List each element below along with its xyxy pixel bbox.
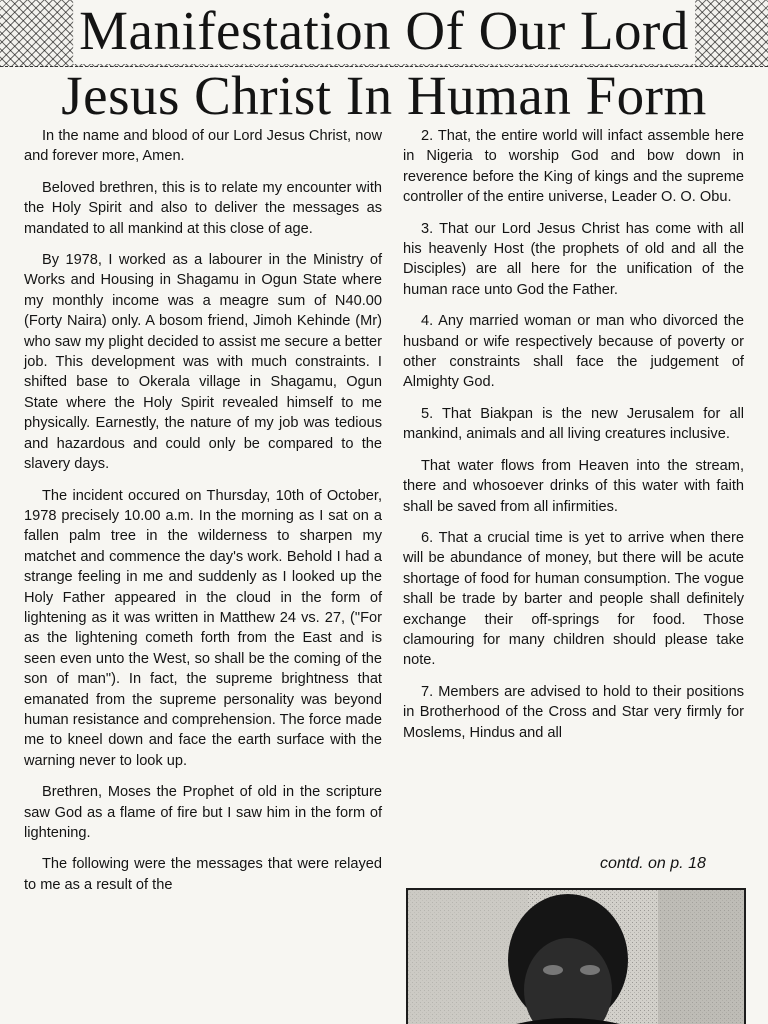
continuation-note: contd. on p. 18 xyxy=(600,855,706,872)
portrait-photo xyxy=(406,888,746,1024)
paragraph: In the name and blood of our Lord Jesus Christ, now and forever more, Amen. xyxy=(24,128,382,165)
paragraph: 5. That Biakpan is the new Jerusalem for all mankind, animals and all living creatures inclusive. xyxy=(403,405,744,443)
paragraph: 3. That our Lord Jesus Christ has come with all his heavenly Host (the prophets of old and all the Disciples) are all here for the unification of the human race unto God the Father. xyxy=(403,220,744,298)
paragraph: That water flows from Heaven into the stream, there and whosoever drinks of this water with faith shall be saved from all infirmities. xyxy=(403,457,744,515)
portrait-image xyxy=(408,890,744,1024)
paragraph: 6. That a crucial time is yet to arrive when there will be abundance of money, but there will be acute shortage of food for human consumption. The vogue shall be trade by barter and people shall definitely exchange their off-springs for food. Those clamouring for many children should please take note. xyxy=(403,529,744,669)
left-column xyxy=(24,126,382,906)
headline-line-1: Manifestation Of Our Lord xyxy=(73,0,695,64)
paragraph: The following were the messages that were relayed to me as a result of the xyxy=(24,856,382,893)
right-column xyxy=(403,126,744,754)
paragraph: 2. That, the entire world will infact assemble here in Nigeria to worship God and bow down in reverence before the King of kings and the supreme controller of the entire universe, Leader O. O. Obu. xyxy=(403,128,744,206)
paragraph: Beloved brethren, this is to relate my encounter with the Holy Spirit and also to deliver the messages as mandated to all mankind at this close of age. xyxy=(24,179,382,237)
paragraph: Brethren, Moses the Prophet of old in the scripture saw God as a flame of fire but I saw him in the form of lightening. xyxy=(24,784,382,841)
title-band xyxy=(0,0,768,67)
headline-line-2: Jesus Christ In Human Form xyxy=(61,65,707,126)
paragraph: 4. Any married woman or man who divorced the husband or wife respectively because of poverty or other constraints shall face the judgement of Almighty God. xyxy=(403,313,744,391)
paragraph: By 1978, I worked as a labourer in the Ministry of Works and Housing in Shagamu in Ogun State where my monthly income was a meagre sum of N40.00 (Forty Naira) only. A bosom friend, Jimoh Kehinde (Mr) who saw my plight decided to assist me secure a better job. This development was with much constraints. I shifted base to Okerala village in Shagamu, Ogun State where the Holy Spirit revealed himself to me physically. Earnestly, the nature of my job was tedious and hazardous and could only be compared to the slavery days. xyxy=(24,252,382,473)
paragraph: The incident occured on Thursday, 10th of October, 1978 precisely 10.00 a.m. In the morning as I sat on a fallen palm tree in the wilderness to sharpen my matchet and commence the day's work. Behold I had a strange feeling in me and suddenly as I looked up the Holy Father appeared in the cloud in the form of lightening as it was written in Matthew 24 vs. 27, ("For as the lightening cometh forth from the East and is seen even unto the West, so shall be the coming of the son of man"). In fact, the supreme brightness that emanated from the supreme personality was beyond human resistance and comprehension. The force made me to kneel down and face the earth surface with the warning never to look up. xyxy=(24,487,382,769)
paragraph: 7. Members are advised to hold to their positions in Brotherhood of the Cross and Star very firmly for Moslems, Hindus and all xyxy=(403,683,744,741)
